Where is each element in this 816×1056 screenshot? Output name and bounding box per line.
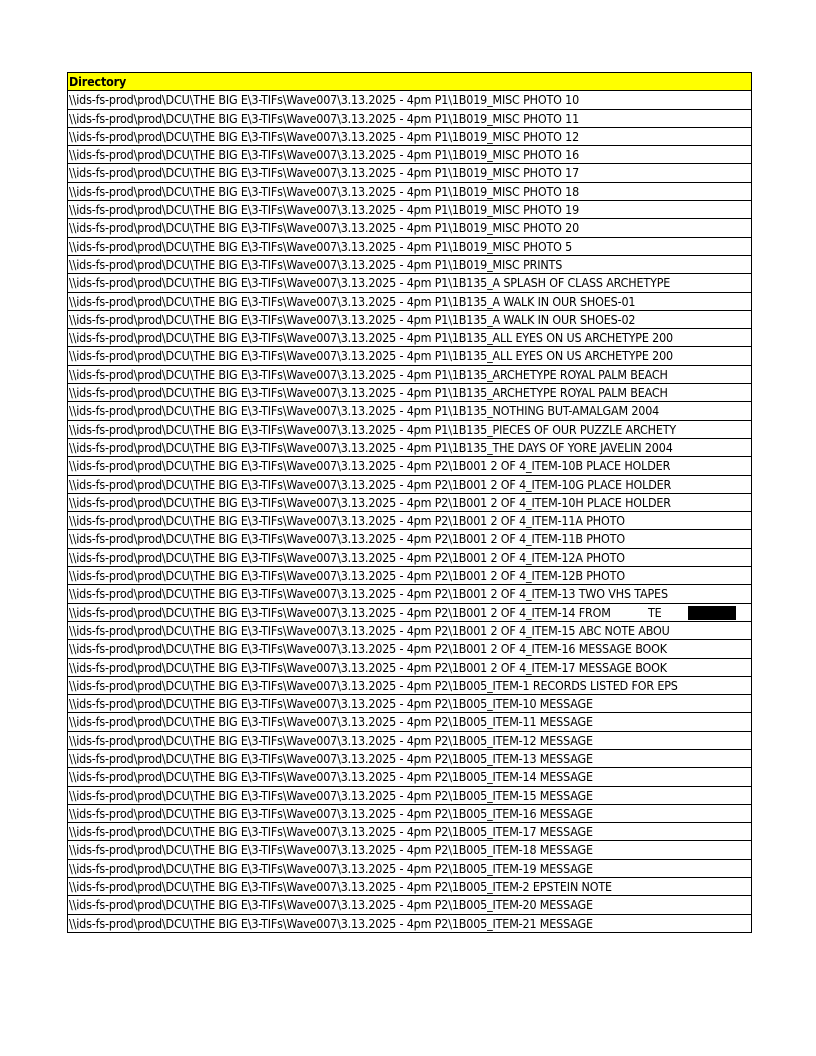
directory-path-cell: \\ids-fs-prod\prod\DCU\THE BIG E\3-TIFs\Wave007\3.13.2025 - 4pm P1\1B019_MISC PRINTS (69, 256, 563, 272)
directory-path-cell: \\ids-fs-prod\prod\DCU\THE BIG E\3-TIFs\Wave007\3.13.2025 - 4pm P2\1B001 2 OF 4_ITEM-10B PLACE HOLDER (69, 458, 671, 474)
table-row (68, 512, 751, 530)
table-row (68, 915, 751, 933)
directory-path-cell: \\ids-fs-prod\prod\DCU\THE BIG E\3-TIFs\Wave007\3.13.2025 - 4pm P1\1B019_MISC PHOTO 16 (69, 147, 580, 163)
directory-path-cell: \\ids-fs-prod\prod\DCU\THE BIG E\3-TIFs\Wave007\3.13.2025 - 4pm P2\1B001 2 OF 4_ITEM-14 FROM TE (69, 604, 662, 620)
table-row (68, 567, 751, 585)
table-row (68, 201, 751, 219)
table-body (68, 91, 751, 933)
directory-path-cell: \\ids-fs-prod\prod\DCU\THE BIG E\3-TIFs\Wave007\3.13.2025 - 4pm P1\1B019_MISC PHOTO 20 (69, 220, 580, 236)
directory-path-cell: \\ids-fs-prod\prod\DCU\THE BIG E\3-TIFs\Wave007\3.13.2025 - 4pm P1\1B135_ARCHETYPE ROYAL PALM BEACH (69, 385, 668, 401)
table-row (68, 805, 751, 823)
directory-path-cell: \\ids-fs-prod\prod\DCU\THE BIG E\3-TIFs\Wave007\3.13.2025 - 4pm P2\1B001 2 OF 4_ITEM-15 ABC NOTE ABOU (69, 622, 670, 638)
table-row (68, 604, 751, 622)
table-row (68, 640, 751, 658)
table-row (68, 787, 751, 805)
directory-path-cell: \\ids-fs-prod\prod\DCU\THE BIG E\3-TIFs\Wave007\3.13.2025 - 4pm P1\1B135_ARCHETYPE ROYAL PALM BEACH (69, 366, 668, 382)
table-row (68, 860, 751, 878)
directory-path-cell: \\ids-fs-prod\prod\DCU\THE BIG E\3-TIFs\Wave007\3.13.2025 - 4pm P1\1B019_MISC PHOTO 5 (69, 238, 573, 254)
table-row (68, 476, 751, 494)
directory-path-cell: \\ids-fs-prod\prod\DCU\THE BIG E\3-TIFs\Wave007\3.13.2025 - 4pm P2\1B001 2 OF 4_ITEM-12A PHOTO (69, 549, 625, 565)
table-row (68, 366, 751, 384)
directory-path-cell: \\ids-fs-prod\prod\DCU\THE BIG E\3-TIFs\Wave007\3.13.2025 - 4pm P2\1B001 2 OF 4_ITEM-17 MESSAGE BOOK (69, 659, 667, 675)
directory-path-cell: \\ids-fs-prod\prod\DCU\THE BIG E\3-TIFs\Wave007\3.13.2025 - 4pm P2\1B001 2 OF 4_ITEM-11B PHOTO (69, 531, 625, 547)
directory-path-cell: \\ids-fs-prod\prod\DCU\THE BIG E\3-TIFs\Wave007\3.13.2025 - 4pm P2\1B005_ITEM-14 MESSAGE (69, 769, 593, 785)
table-row (68, 896, 751, 914)
directory-path-cell: \\ids-fs-prod\prod\DCU\THE BIG E\3-TIFs\Wave007\3.13.2025 - 4pm P2\1B005_ITEM-1 RECORDS LISTED FOR EPS (69, 677, 678, 693)
directory-path-cell: \\ids-fs-prod\prod\DCU\THE BIG E\3-TIFs\Wave007\3.13.2025 - 4pm P2\1B005_ITEM-11 MESSAGE (69, 714, 593, 730)
directory-path-cell: \\ids-fs-prod\prod\DCU\THE BIG E\3-TIFs\Wave007\3.13.2025 - 4pm P2\1B005_ITEM-20 MESSAGE (69, 897, 593, 913)
directory-path-cell: \\ids-fs-prod\prod\DCU\THE BIG E\3-TIFs\Wave007\3.13.2025 - 4pm P1\1B019_MISC PHOTO 19 (69, 202, 580, 218)
column-header-directory: Directory (69, 74, 127, 89)
directory-path-cell: \\ids-fs-prod\prod\DCU\THE BIG E\3-TIFs\Wave007\3.13.2025 - 4pm P2\1B001 2 OF 4_ITEM-13 TWO VHS TAPES (69, 586, 668, 602)
table-row (68, 274, 751, 292)
table-row (68, 713, 751, 731)
directory-path-cell: \\ids-fs-prod\prod\DCU\THE BIG E\3-TIFs\Wave007\3.13.2025 - 4pm P2\1B005_ITEM-17 MESSAGE (69, 824, 593, 840)
directory-path-cell: \\ids-fs-prod\prod\DCU\THE BIG E\3-TIFs\Wave007\3.13.2025 - 4pm P2\1B001 2 OF 4_ITEM-12B PHOTO (69, 568, 625, 584)
table-row (68, 110, 751, 128)
directory-path-cell: \\ids-fs-prod\prod\DCU\THE BIG E\3-TIFs\Wave007\3.13.2025 - 4pm P1\1B135_A SPLASH OF CLASS ARCHETYPE (69, 275, 671, 291)
table-row (68, 457, 751, 475)
table-row (68, 878, 751, 896)
table-row (68, 494, 751, 512)
directory-path-cell: \\ids-fs-prod\prod\DCU\THE BIG E\3-TIFs\Wave007\3.13.2025 - 4pm P2\1B005_ITEM-2 EPSTEIN NOTE (69, 879, 612, 895)
redaction-block (688, 606, 736, 620)
directory-path-cell: \\ids-fs-prod\prod\DCU\THE BIG E\3-TIFs\Wave007\3.13.2025 - 4pm P2\1B005_ITEM-21 MESSAGE (69, 915, 593, 931)
table-row (68, 384, 751, 402)
table-row (68, 622, 751, 640)
directory-table (67, 72, 752, 933)
table-row (68, 183, 751, 201)
table-row (68, 402, 751, 420)
table-row (68, 768, 751, 786)
table-row (68, 659, 751, 677)
table-row (68, 238, 751, 256)
table-row (68, 311, 751, 329)
table-row (68, 293, 751, 311)
directory-path-cell: \\ids-fs-prod\prod\DCU\THE BIG E\3-TIFs\Wave007\3.13.2025 - 4pm P1\1B019_MISC PHOTO 17 (69, 165, 580, 181)
table-row (68, 732, 751, 750)
table-row (68, 823, 751, 841)
directory-path-cell: \\ids-fs-prod\prod\DCU\THE BIG E\3-TIFs\Wave007\3.13.2025 - 4pm P2\1B005_ITEM-15 MESSAGE (69, 787, 593, 803)
table-row (68, 439, 751, 457)
table-row (68, 347, 751, 365)
directory-path-cell: \\ids-fs-prod\prod\DCU\THE BIG E\3-TIFs\Wave007\3.13.2025 - 4pm P2\1B005_ITEM-19 MESSAGE (69, 860, 593, 876)
directory-path-cell: \\ids-fs-prod\prod\DCU\THE BIG E\3-TIFs\Wave007\3.13.2025 - 4pm P1\1B019_MISC PHOTO 10 (69, 92, 580, 108)
directory-path-cell: \\ids-fs-prod\prod\DCU\THE BIG E\3-TIFs\Wave007\3.13.2025 - 4pm P2\1B001 2 OF 4_ITEM-10H PLACE HOLDER (69, 494, 671, 510)
table-row (68, 256, 751, 274)
directory-path-cell: \\ids-fs-prod\prod\DCU\THE BIG E\3-TIFs\Wave007\3.13.2025 - 4pm P2\1B001 2 OF 4_ITEM-16 MESSAGE BOOK (69, 641, 667, 657)
directory-path-cell: \\ids-fs-prod\prod\DCU\THE BIG E\3-TIFs\Wave007\3.13.2025 - 4pm P1\1B135_A WALK IN OUR SHOES-02 (69, 311, 636, 327)
directory-path-cell: \\ids-fs-prod\prod\DCU\THE BIG E\3-TIFs\Wave007\3.13.2025 - 4pm P2\1B005_ITEM-18 MESSAGE (69, 842, 593, 858)
directory-path-cell: \\ids-fs-prod\prod\DCU\THE BIG E\3-TIFs\Wave007\3.13.2025 - 4pm P1\1B135_A WALK IN OUR SHOES-01 (69, 293, 636, 309)
table-row (68, 91, 751, 109)
table-row (68, 146, 751, 164)
directory-path-cell: \\ids-fs-prod\prod\DCU\THE BIG E\3-TIFs\Wave007\3.13.2025 - 4pm P2\1B005_ITEM-16 MESSAGE (69, 805, 593, 821)
directory-path-cell: \\ids-fs-prod\prod\DCU\THE BIG E\3-TIFs\Wave007\3.13.2025 - 4pm P2\1B001 2 OF 4_ITEM-11A PHOTO (69, 513, 625, 529)
header-row (68, 73, 751, 91)
directory-path-cell: \\ids-fs-prod\prod\DCU\THE BIG E\3-TIFs\Wave007\3.13.2025 - 4pm P1\1B019_MISC PHOTO 18 (69, 183, 580, 199)
table-row (68, 219, 751, 237)
directory-path-cell: \\ids-fs-prod\prod\DCU\THE BIG E\3-TIFs\Wave007\3.13.2025 - 4pm P2\1B005_ITEM-10 MESSAGE (69, 696, 593, 712)
directory-path-cell: \\ids-fs-prod\prod\DCU\THE BIG E\3-TIFs\Wave007\3.13.2025 - 4pm P1\1B135_ALL EYES ON US ARCHETYPE 200 (69, 348, 673, 364)
table-row (68, 164, 751, 182)
directory-path-cell: \\ids-fs-prod\prod\DCU\THE BIG E\3-TIFs\Wave007\3.13.2025 - 4pm P2\1B005_ITEM-12 MESSAGE (69, 732, 593, 748)
directory-path-cell: \\ids-fs-prod\prod\DCU\THE BIG E\3-TIFs\Wave007\3.13.2025 - 4pm P1\1B135_NOTHING BUT-AMALGAM 2004 (69, 403, 660, 419)
directory-path-cell: \\ids-fs-prod\prod\DCU\THE BIG E\3-TIFs\Wave007\3.13.2025 - 4pm P1\1B019_MISC PHOTO 12 (69, 128, 580, 144)
table-row (68, 549, 751, 567)
table-row (68, 841, 751, 859)
directory-path-cell: \\ids-fs-prod\prod\DCU\THE BIG E\3-TIFs\Wave007\3.13.2025 - 4pm P2\1B005_ITEM-13 MESSAGE (69, 750, 593, 766)
directory-path-cell: \\ids-fs-prod\prod\DCU\THE BIG E\3-TIFs\Wave007\3.13.2025 - 4pm P1\1B135_THE DAYS OF YORE JAVELIN 2004 (69, 439, 673, 455)
table-row (68, 128, 751, 146)
table-row (68, 750, 751, 768)
directory-path-cell: \\ids-fs-prod\prod\DCU\THE BIG E\3-TIFs\Wave007\3.13.2025 - 4pm P1\1B135_PIECES OF OUR PUZZLE ARCHETY (69, 421, 677, 437)
table-row (68, 530, 751, 548)
directory-path-cell: \\ids-fs-prod\prod\DCU\THE BIG E\3-TIFs\Wave007\3.13.2025 - 4pm P1\1B019_MISC PHOTO 11 (69, 110, 580, 126)
table-row (68, 421, 751, 439)
table-row (68, 695, 751, 713)
table-row (68, 329, 751, 347)
directory-path-cell: \\ids-fs-prod\prod\DCU\THE BIG E\3-TIFs\Wave007\3.13.2025 - 4pm P2\1B001 2 OF 4_ITEM-10G PLACE HOLDER (69, 476, 672, 492)
table-row (68, 677, 751, 695)
directory-path-cell: \\ids-fs-prod\prod\DCU\THE BIG E\3-TIFs\Wave007\3.13.2025 - 4pm P1\1B135_ALL EYES ON US ARCHETYPE 200 (69, 330, 673, 346)
table-row (68, 585, 751, 603)
